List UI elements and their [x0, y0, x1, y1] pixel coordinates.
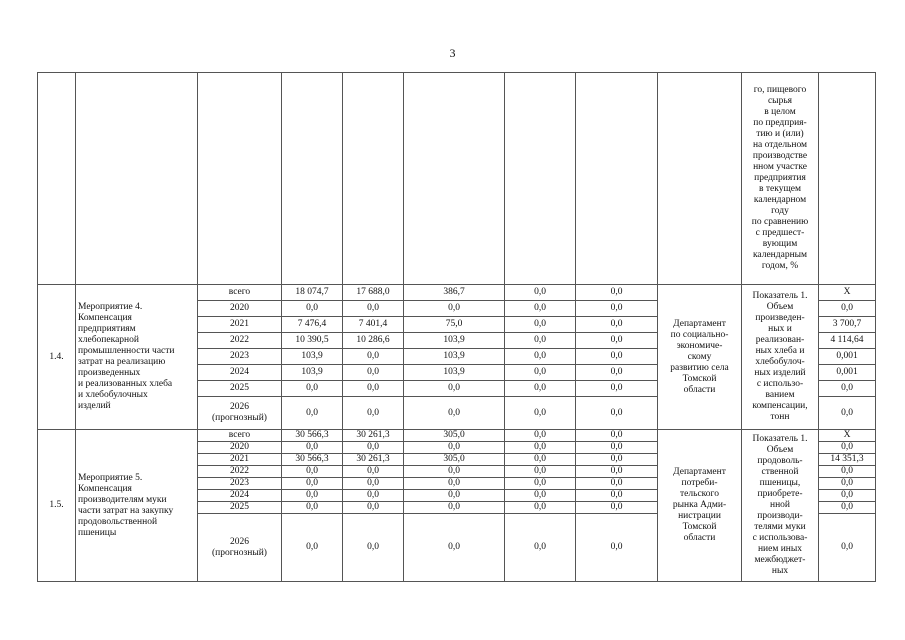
amount-c3: 0,0: [404, 478, 505, 490]
text-line: изделий: [78, 401, 111, 411]
amount-c4: 0,0: [505, 454, 576, 466]
amount-c2: 0,0: [343, 301, 404, 317]
indicator-value: 0,0: [819, 502, 876, 514]
table-body: [38, 73, 876, 582]
amount-c3: 0,0: [404, 301, 505, 317]
amount-c5: 0,0: [576, 502, 658, 514]
text-line: хлебобулоч-: [755, 357, 805, 367]
amount-c4: 0,0: [505, 466, 576, 478]
page-number: 3: [449, 46, 456, 60]
text-line: рынка Адми-: [672, 500, 727, 510]
text-line: нием иных: [757, 544, 803, 554]
period-cell: 2022: [198, 333, 282, 349]
text-line: годом, %: [761, 261, 799, 271]
amount-c4: 0,0: [505, 478, 576, 490]
amount-c4: 0,0: [505, 333, 576, 349]
amount-c1: 0,0: [282, 478, 343, 490]
amount-c4: 0,0: [505, 397, 576, 430]
empty-cell: [576, 73, 658, 285]
table-row: [38, 285, 876, 301]
amount-c1: 0,0: [282, 490, 343, 502]
amount-c5: 0,0: [576, 466, 658, 478]
text-line: телями муки: [754, 522, 806, 532]
indicator-value: 3 700,7: [819, 317, 876, 333]
text-line: ных и: [768, 324, 792, 334]
text-line: нистрации: [678, 511, 721, 521]
text-line: пшеницы,: [759, 478, 801, 488]
amount-c2: 0,0: [343, 381, 404, 397]
text-line: развитию села: [670, 362, 729, 373]
amount-c3: 305,0: [404, 430, 505, 442]
text-line: ных хлеба и: [755, 346, 805, 356]
amount-c4: 0,0: [505, 430, 576, 442]
measure-name: [76, 430, 198, 582]
amount-c2: 7 401,4: [343, 317, 404, 333]
text-line: по предприя-: [753, 118, 807, 128]
text-line: области: [683, 533, 716, 543]
amount-c1: 18 074,7: [282, 285, 343, 301]
indicator-value: 4 114,64: [819, 333, 876, 349]
amount-c4: 0,0: [505, 317, 576, 333]
amount-c5: 0,0: [576, 285, 658, 301]
amount-c1: 103,9: [282, 365, 343, 381]
period-cell: 2025: [198, 381, 282, 397]
period-cell: 2023: [198, 349, 282, 365]
text-line: Мероприятие 4.: [78, 302, 143, 312]
amount-c2: 0,0: [343, 490, 404, 502]
amount-c5: 0,0: [576, 317, 658, 333]
text-line: по социально-: [670, 329, 729, 340]
text-line: хлебопекарной: [78, 335, 139, 345]
empty-cell: [282, 73, 343, 285]
amount-c5: 0,0: [576, 490, 658, 502]
amount-c3: 0,0: [404, 502, 505, 514]
amount-c5: 0,0: [576, 514, 658, 582]
amount-c3: 0,0: [404, 466, 505, 478]
amount-c2: 30 261,3: [343, 430, 404, 442]
text-line: Объем: [766, 445, 794, 455]
period-cell: [198, 514, 282, 582]
text-line: сырья: [767, 96, 793, 106]
text-line: промышленности части: [78, 346, 175, 356]
period-cell: всего: [198, 430, 282, 442]
text-line: ных изделий: [754, 368, 806, 378]
amount-c2: 30 261,3: [343, 454, 404, 466]
amount-c1: 0,0: [282, 442, 343, 454]
amount-c5: 0,0: [576, 430, 658, 442]
amount-c4: 0,0: [505, 349, 576, 365]
indicator-value: 0,001: [819, 349, 876, 365]
period-cell: 2022: [198, 466, 282, 478]
indicator-cell: [742, 430, 819, 582]
amount-c5: 0,0: [576, 365, 658, 381]
amount-c4: 0,0: [505, 502, 576, 514]
period-cell: [198, 397, 282, 430]
amount-c5: 0,0: [576, 478, 658, 490]
amount-c3: 0,0: [404, 514, 505, 582]
indicator-value: 0,001: [819, 365, 876, 381]
text-line: го, пищевого: [753, 85, 807, 95]
amount-c4: 0,0: [505, 301, 576, 317]
measure-name: [76, 285, 198, 430]
text-line: ванием: [765, 390, 795, 400]
period-cell: 2020: [198, 442, 282, 454]
text-line: области: [683, 384, 716, 395]
empty-cell: [38, 73, 76, 285]
amount-c2: 0,0: [343, 514, 404, 582]
text-line: части затрат на закупку: [78, 505, 174, 516]
indicator-value: 0,0: [819, 397, 876, 430]
amount-c1: 0,0: [282, 381, 343, 397]
text-line: компенсации,: [752, 401, 808, 411]
text-line: ственной: [761, 467, 799, 477]
amount-c3: 0,0: [404, 397, 505, 430]
amount-c1: 0,0: [282, 397, 343, 430]
amount-c5: 0,0: [576, 333, 658, 349]
text-line: продоволь-: [757, 456, 803, 466]
text-line: (прогнозный): [212, 547, 267, 558]
indicator-value: X: [819, 430, 876, 442]
amount-c2: 17 688,0: [343, 285, 404, 301]
amount-c2: 0,0: [343, 502, 404, 514]
amount-c5: 0,0: [576, 454, 658, 466]
text-line: потреби-: [681, 478, 718, 488]
amount-c2: 0,0: [343, 442, 404, 454]
text-line: Компенсация: [78, 483, 132, 494]
text-line: предприятиям: [78, 324, 136, 334]
amount-c3: 103,9: [404, 333, 505, 349]
period-cell: 2025: [198, 502, 282, 514]
indicator-value: X: [819, 285, 876, 301]
text-line: нной: [769, 500, 790, 510]
text-line: и реализованных хлеба: [78, 379, 173, 389]
text-line: приобрете-: [757, 489, 803, 499]
text-line: 2026: [230, 402, 249, 412]
text-line: произведен-: [755, 313, 805, 323]
text-line: ных: [771, 566, 789, 576]
amount-c1: 0,0: [282, 301, 343, 317]
text-line: с предшест-: [755, 228, 805, 238]
executor-cell: [658, 285, 742, 430]
indicator-value: 0,0: [819, 478, 876, 490]
continuation-row: [38, 73, 876, 285]
text-line: в текущем: [758, 184, 801, 194]
program-table: [37, 72, 876, 582]
amount-c1: 103,9: [282, 349, 343, 365]
text-line: вующим: [762, 239, 798, 249]
empty-cell: [505, 73, 576, 285]
text-line: реализован-: [755, 335, 805, 345]
text-line: Томской: [682, 373, 717, 384]
amount-c4: 0,0: [505, 365, 576, 381]
text-line: пшеницы: [78, 527, 117, 538]
text-line: производстве: [752, 151, 808, 161]
indicator-value: 0,0: [819, 442, 876, 454]
text-line: Компенсация: [78, 313, 132, 323]
text-line: Департамент: [673, 318, 726, 329]
text-line: с использова-: [752, 533, 808, 543]
period-cell: 2024: [198, 490, 282, 502]
amount-c2: 0,0: [343, 478, 404, 490]
amount-c1: 0,0: [282, 502, 343, 514]
text-line: Показатель 1.: [752, 291, 808, 301]
indicator-value: 0,0: [819, 466, 876, 478]
empty-cell: [198, 73, 282, 285]
amount-c4: 0,0: [505, 490, 576, 502]
period-cell: 2021: [198, 454, 282, 466]
continuation-indicator-cell: [742, 73, 819, 285]
period-cell: 2023: [198, 478, 282, 490]
indicator-value: 0,0: [819, 301, 876, 317]
amount-c4: 0,0: [505, 381, 576, 397]
amount-c3: 75,0: [404, 317, 505, 333]
text-line: Департамент: [673, 467, 726, 477]
empty-cell: [658, 73, 742, 285]
amount-c3: 103,9: [404, 365, 505, 381]
amount-c5: 0,0: [576, 442, 658, 454]
text-line: 2026: [230, 536, 249, 547]
text-line: году: [771, 206, 789, 216]
section-number: 1.5.: [38, 430, 76, 582]
text-line: тельского: [680, 489, 719, 499]
text-line: произведенных: [78, 368, 141, 378]
text-line: календарном: [753, 195, 807, 205]
text-line: Показатель 1.: [752, 434, 808, 444]
text-line: предприятия: [754, 173, 806, 183]
amount-c4: 0,0: [505, 442, 576, 454]
text-line: в целом: [764, 107, 796, 117]
indicator-cell: [742, 285, 819, 430]
text-line: производителям муки: [78, 494, 167, 505]
empty-cell: [76, 73, 198, 285]
text-line: производи-: [757, 511, 803, 521]
period-cell: всего: [198, 285, 282, 301]
amount-c2: 0,0: [343, 349, 404, 365]
empty-cell: [343, 73, 404, 285]
executor-cell: [658, 430, 742, 582]
amount-c2: 0,0: [343, 365, 404, 381]
indicator-value: 0,0: [819, 514, 876, 582]
amount-c2: 10 286,6: [343, 333, 404, 349]
amount-c1: 0,0: [282, 466, 343, 478]
amount-c3: 305,0: [404, 454, 505, 466]
text-line: с использо-: [756, 379, 804, 389]
text-line: межбюджет-: [754, 555, 806, 565]
text-line: на отдельном: [752, 140, 808, 150]
amount-c5: 0,0: [576, 349, 658, 365]
period-cell: 2024: [198, 365, 282, 381]
period-cell: 2021: [198, 317, 282, 333]
indicator-value: 14 351,3: [819, 454, 876, 466]
amount-c5: 0,0: [576, 381, 658, 397]
amount-c3: 103,9: [404, 349, 505, 365]
amount-c3: 0,0: [404, 490, 505, 502]
amount-c1: 10 390,5: [282, 333, 343, 349]
text-line: затрат на реализацию: [78, 357, 166, 367]
text-line: тонн: [770, 412, 790, 422]
amount-c4: 0,0: [505, 285, 576, 301]
empty-cell: [819, 73, 876, 285]
amount-c5: 0,0: [576, 397, 658, 430]
period-cell: 2020: [198, 301, 282, 317]
text-line: по сравнению: [751, 217, 809, 227]
amount-c1: 0,0: [282, 514, 343, 582]
amount-c2: 0,0: [343, 466, 404, 478]
amount-c1: 30 566,3: [282, 430, 343, 442]
amount-c1: 7 476,4: [282, 317, 343, 333]
text-line: нном участке: [753, 162, 807, 172]
table-row: [38, 430, 876, 442]
section-number: 1.4.: [38, 285, 76, 430]
text-line: экономиче-: [676, 340, 723, 351]
amount-c5: 0,0: [576, 301, 658, 317]
amount-c3: 386,7: [404, 285, 505, 301]
indicator-value: 0,0: [819, 381, 876, 397]
text-line: Томской: [682, 522, 717, 532]
text-line: (прогнозный): [212, 413, 267, 423]
text-line: Объем: [766, 302, 794, 312]
amount-c3: 0,0: [404, 442, 505, 454]
amount-c4: 0,0: [505, 514, 576, 582]
text-line: календарным: [752, 250, 808, 260]
text-line: тию и (или): [756, 129, 804, 139]
empty-cell: [404, 73, 505, 285]
text-line: продовольственной: [78, 516, 158, 527]
text-line: скому: [687, 351, 712, 362]
amount-c3: 0,0: [404, 381, 505, 397]
amount-c2: 0,0: [343, 397, 404, 430]
indicator-value: 0,0: [819, 490, 876, 502]
text-line: Мероприятие 5.: [78, 472, 143, 483]
amount-c1: 30 566,3: [282, 454, 343, 466]
text-line: и хлебобулочных: [78, 390, 148, 400]
